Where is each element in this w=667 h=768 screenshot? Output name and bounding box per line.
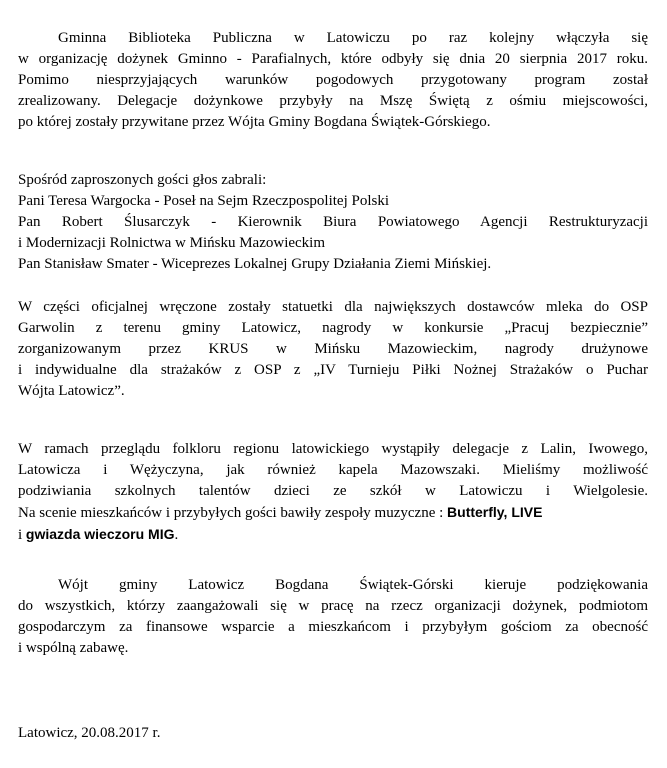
- text-line: [18, 524, 648, 546]
- text-line: po której zostały przywitane przez Wójta Gminy Bogdana Świątek-Górskiego.: [18, 114, 491, 130]
- guest-item: Pani Teresa Wargocka - Poseł na Sejm Rzeczpospolitej Polski: [18, 193, 390, 209]
- guests-intro: Spośród zaproszonych gości głos zabrali:: [18, 172, 267, 188]
- text-line: w organizację dożynek Gminno - Parafialnych, które odbyły się dnia 20 sierpnia 2017 roku.: [18, 51, 648, 67]
- bands-intro-text: Na scenie mieszkańców i przybyłych gości bawiły zespoły muzyczne :: [18, 505, 448, 521]
- star-of-evening: gwiazda wieczoru MIG: [25, 526, 175, 542]
- paragraph-ceremony: [18, 297, 648, 402]
- text-line: i wspólną zabawę.: [18, 640, 129, 656]
- text-line: W części oficjalnej wręczone zostały statuetki dla największych dostawców mleka do OSP: [18, 299, 648, 315]
- text-line: podziwiania szkolnych talentów dzieci ze szkół w Latowiczu i Wielgolesie.: [18, 483, 648, 499]
- text-line: Wójt gminy Latowicz Bogdana Świątek-Górski kieruje podziękowania: [58, 577, 648, 593]
- paragraph-folklore: [18, 439, 648, 546]
- guest-item: i Modernizacji Rolnictwa w Mińsku Mazowieckim: [18, 235, 326, 251]
- guest-item: Pan Stanisław Smater - Wiceprezes Lokalnej Grupy Działania Ziemi Mińskiej.: [18, 256, 492, 272]
- text-line: Wójta Latowicz”.: [18, 383, 125, 399]
- text-line: Garwolin z terenu gminy Latowicz, nagrody w konkursie „Pracuj bezpiecznie”: [18, 320, 648, 336]
- text-line: gospodarczym za finansowe wsparcie a mieszkańcom i przybyłym gościom za obecność: [18, 619, 648, 635]
- text-line: do wszystkich, którzy zaangażowali się w pracę na rzecz organizacji dożynek, podmiotom: [18, 598, 648, 614]
- signoff-date: Latowicz, 20.08.2017 r.: [18, 725, 161, 741]
- text-line: zrealizowany. Delegacje dożynkowe przybyły na Mszę Świętą z ośmiu miejscowości,: [18, 93, 648, 109]
- paragraph-thanks: [18, 575, 648, 659]
- text-line: Gminna Biblioteka Publiczna w Latowiczu po raz kolejny włączyła się: [58, 30, 648, 46]
- text-line: Pomimo niesprzyjających warunków pogodowych przygotowany program został: [18, 72, 648, 88]
- paragraph-guests: [18, 170, 648, 275]
- guest-item: Pan Robert Ślusarczyk - Kierownik Biura Powiatowego Agencji Restrukturyzacji: [18, 214, 648, 230]
- paragraph-intro: [18, 28, 648, 133]
- bands-names: Butterfly, LIVE: [447, 504, 543, 520]
- star-suffix: .: [174, 527, 179, 543]
- text-line: Latowicza i Wężyczyna, jak również kapela Mazowszaki. Mieliśmy możliwość: [18, 462, 648, 478]
- text-line: zorganizowanym przez KRUS w Mińsku Mazowieckim, nagrody drużynowe: [18, 341, 648, 357]
- text-line: [18, 502, 648, 524]
- star-prefix: i: [18, 527, 26, 543]
- text-line: W ramach przeglądu folkloru regionu latowickiego wystąpiły delegacje z Lalin, Iwowego,: [18, 441, 648, 457]
- text-line: i indywidualne dla strażaków z OSP z „IV Turnieju Piłki Nożnej Strażaków o Puchar: [18, 362, 648, 378]
